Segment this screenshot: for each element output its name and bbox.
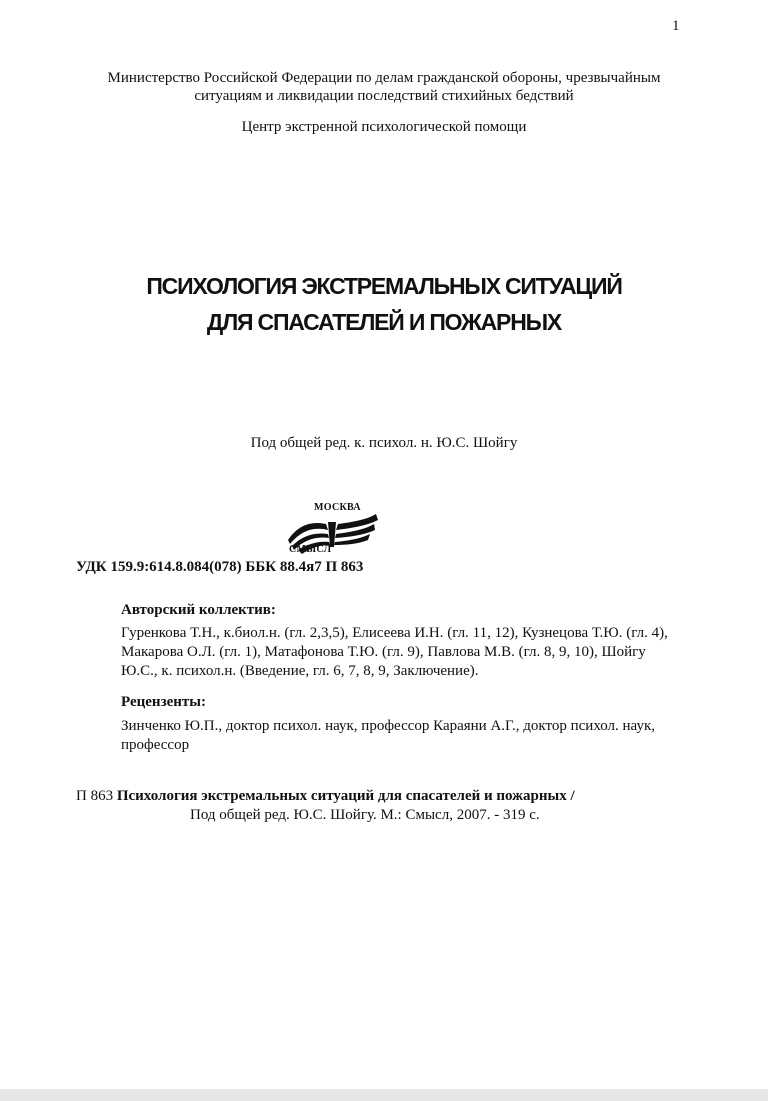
citation-code: П 863	[76, 788, 117, 804]
book-title	[40, 268, 728, 340]
reviewers-text: Зинченко Ю.П., доктор психол. наук, профессор Караяни А.Г., доктор психол. наук, профессор	[121, 718, 655, 753]
page-number: 1	[672, 18, 680, 34]
authors-text: Гуренкова Т.Н., к.биол.н. (гл. 2,3,5), Елисеева И.Н. (гл. 11, 12), Кузнецова Т.Ю. (гл. 4), Макарова О.Л. (гл. 1), Матафонова Т.Ю. (гл. 9), Павлова М.В. (гл. 8, 9, 10), Шойгу Ю.С., к. психол.н. (Введение, гл. 6, 7, 8, 9, Заключение).	[121, 625, 668, 679]
publisher-city: МОСКВА	[314, 502, 361, 513]
authors-heading: Авторский коллектив:	[121, 602, 276, 618]
udk-code: УДК 159.9:614.8.084(078) ББК 88.4я7 П 863	[76, 559, 364, 575]
citation-title: Психология экстремальных ситуаций для спасателей и пожарных /	[116, 788, 575, 804]
book-title-line-2: ДЛЯ СПАСАТЕЛЕЙ И ПОЖАРНЫХ	[206, 309, 562, 335]
ministry-line-1: Министерство Российской Федерации по делам гражданской обороны, чрезвычайным	[107, 70, 661, 86]
citation-details: Под общей ред. Ю.С. Шойгу. М.: Смысл, 2007. - 319 с.	[190, 807, 540, 823]
citation-line	[76, 788, 575, 805]
reviewers-heading: Рецензенты:	[121, 694, 206, 710]
editor-line: Под общей ред. к. психол. н. Ю.С. Шойгу	[250, 435, 518, 451]
book-title-line-1: ПСИХОЛОГИЯ ЭКСТРЕМАЛЬНЫХ СИТУАЦИЙ	[146, 273, 622, 299]
ministry-line-2: ситуациям и ликвидации последствий стихийных бедствий	[194, 88, 574, 104]
publisher-name: СМЫСЛ	[289, 544, 332, 555]
ministry-name	[60, 69, 708, 105]
center-name: Центр экстренной психологической помощи	[241, 119, 527, 135]
